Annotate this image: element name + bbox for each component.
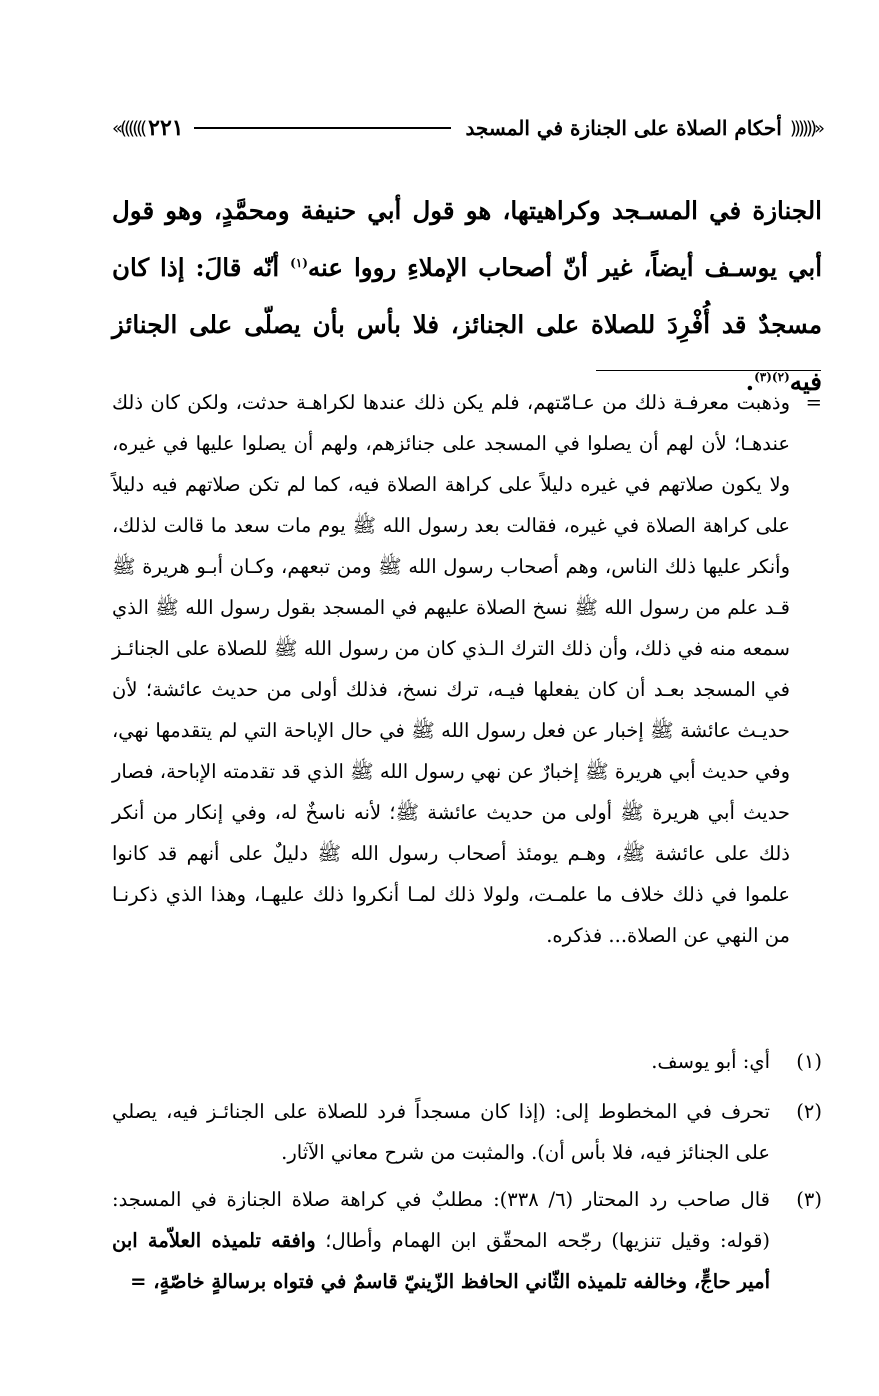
- footnote-3-body: [112, 1179, 770, 1302]
- continued-footnote-text: وذهبت معرفـة ذلك من عـامّتهم، فلم يكن ذلك عندها لكراهـة حدثت، ولكن كان ذلك عندهـا؛ لأن لهم أن يصلوا في المسجد على جنائزهم، ولهم أن يصلوا عليها في غيره، ولا يكون صلاتهم في غيره دليلاً على كراهة الصلاة فيه، كما لم تكن صلاتهم فيه دليلاً على كراهة الصلاة في غيره، فقالت بعد رسول الله ﷺ يوم مات سعد ما قالت لذلك، وأنكر عليها ذلك الناس، وهم أصحاب رسول الله ﷺ ومن تبعهم، وكـان أبـو هريرة ﷺ قـد علم من رسول الله ﷺ نسخ الصلاة عليهم في المسجد بقول رسول الله ﷺ الذي سمعه منه في ذلك، وأن ذلك الترك الـذي كان من رسول الله ﷺ للصلاة على الجنائـز في المسجد بعـد أن كان يفعلها فيـه، ترك نسخ، فذلك أولى من حديث عائشة؛ لأن حديـث عائشة ﷺ إخبار عن فعل رسول الله ﷺ في حال الإباحة التي لم يتقدمها نهي، وفي حديث أبي هريرة ﷺ إخبارٌ عن نهي رسول الله ﷺ الذي قد تقدمته الإباحة، فصار حديث أبي هريرة ﷺ أولى من حديث عائشة ﷺ؛ لأنه ناسخٌ له، وفي إنكار من أنكر ذلك على عائشة ﷺ، وهـم يومئذ أصحاب رسول الله ﷺ دليلٌ على أنهم قد كانوا علموا في ذلك خلاف ما علمـت، ولولا ذلك لمـا أنكروا ذلك عليهـا، وهذا الذي ذكرنـا من النهي عن الصلاة... فذكره.: [112, 391, 790, 947]
- continuation-mark: =: [805, 391, 822, 414]
- footnote-2: [112, 1091, 822, 1173]
- header-title: أحكام الصلاة على الجنازة في المسجد: [465, 116, 782, 140]
- page-number: ٢٢١: [148, 115, 184, 141]
- header-rule: [194, 127, 452, 129]
- footnote-1-text: أي: أبو يوسف.: [651, 1050, 770, 1073]
- footnote-1-number: (١): [796, 1050, 822, 1073]
- footnote-2-number: (٢): [796, 1100, 822, 1123]
- main-end-period: .: [745, 367, 755, 396]
- main-line-2b: أنّه قالَ: إذا كان مسجدٌ: [112, 253, 822, 339]
- footnote-3-text: قال صاحب رد المحتار (٦/ ٣٣٨): مطلبٌ في كراهة صلاة الجنازة في المسجد: (قوله: وقيل تنزيها) رجّحه المحقّق ابن الهمام وأطال؛: [112, 1188, 770, 1252]
- footnote-ref-2-3: (٢)(٣): [754, 369, 790, 384]
- running-header: [112, 108, 822, 148]
- main-line-2: يوسـف أيضاً، غير أنّ أصحاب الإملاءِ رووا عنه: [307, 253, 778, 282]
- main-line-3: قد أُفْرِدَ للصلاة على الجنائز، فلا بأس بأن يصلّى على الجنائز فيه: [112, 310, 822, 396]
- main-line-1: الجنازة في المسـجد وكراهيتها، هو قول أبي حنيفة ومحمَّدٍ، وهو قول أبي: [112, 196, 823, 282]
- header-ornament-right: «((((((: [789, 117, 822, 139]
- header-ornament-left: ))))))»: [112, 117, 145, 139]
- footnote-2-text: تحرف في المخطوط إلى: (إذا كان مسجداً فرد للصلاة على الجنائـز فيه، يصلي على الجنائز فيه، فلا بأس أن). والمثبت من شرح معاني الآثار.: [112, 1100, 770, 1164]
- main-paragraph: [112, 182, 822, 410]
- footnote-3: [112, 1179, 822, 1302]
- footnote-3-bold-text: وافقه تلميذه العلاّمة ابن أمير حاجٍّ، وخالفه تلميذه الثّاني الحافظ الزّينيّ قاسمٌ في فتواه برسالةٍ خاصّةٍ، =: [112, 1229, 770, 1293]
- footnote-1: [112, 1041, 822, 1082]
- footnote-3-number: (٣): [796, 1188, 822, 1211]
- continued-footnote: [112, 382, 822, 956]
- footnote-ref-1: (١): [290, 255, 308, 270]
- footnote-separator: [596, 370, 821, 371]
